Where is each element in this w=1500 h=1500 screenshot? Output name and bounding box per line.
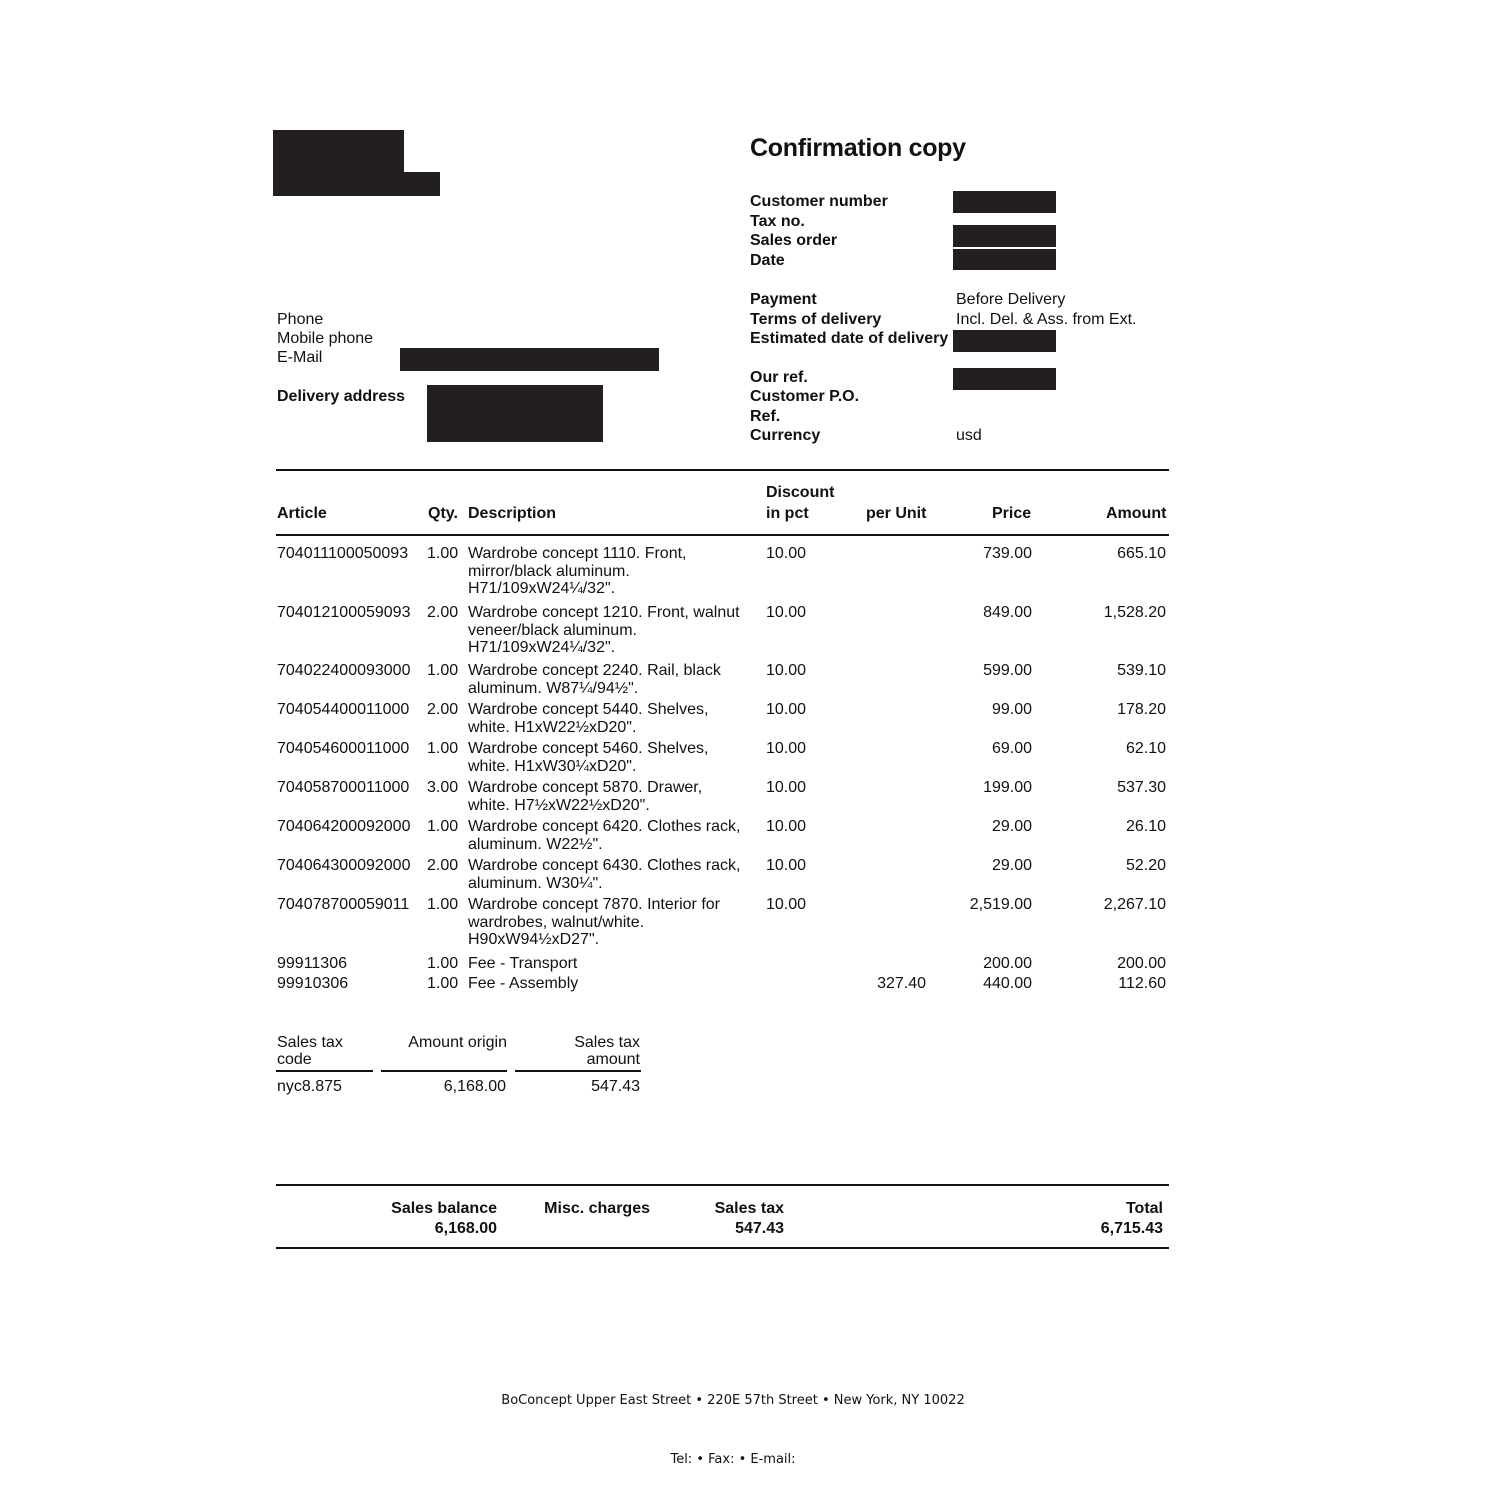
amount-cell: 112.60 (1118, 975, 1166, 992)
table-header-rule (276, 534, 1169, 536)
sales-order-redaction (953, 225, 1056, 247)
payment-label: Payment (750, 291, 817, 308)
tax-code-header (277, 1034, 343, 1068)
totals-top-rule (276, 1184, 1169, 1186)
discount-cell: 10.00 (766, 779, 807, 796)
description-line: Wardrobe concept 5870. Drawer, (468, 779, 703, 796)
description-line: Wardrobe concept 5440. Shelves, (468, 701, 709, 718)
price-cell: 200.00 (983, 955, 1032, 972)
description-line: H90xW94½xD27". (468, 931, 600, 948)
amount-cell: 52.20 (1125, 857, 1166, 874)
col-per-unit: per Unit (866, 505, 927, 522)
price-cell: 849.00 (983, 604, 1032, 621)
qty-cell: 1.00 (427, 818, 459, 835)
article-cell: 99910306 (277, 975, 349, 992)
our-ref-label: Our ref. (750, 369, 808, 386)
sales-balance-label: Sales balance (391, 1200, 497, 1217)
col-discount-sub: in pct (766, 505, 809, 522)
price-cell: 599.00 (983, 662, 1032, 679)
sales-balance-value: 6,168.00 (434, 1220, 497, 1237)
description-line: Wardrobe concept 1110. Front, (468, 545, 687, 562)
total-value: 6,715.43 (1100, 1220, 1163, 1237)
description-line: aluminum. W30¼". (468, 874, 603, 892)
amount-cell: 26.10 (1125, 818, 1166, 835)
description-cell (468, 662, 768, 697)
tax-code-header-line2: code (277, 1051, 312, 1068)
description-line: veneer/black aluminum. (468, 621, 637, 639)
description-line: white. H1xW30¼xD20". (468, 757, 637, 775)
description-line: aluminum. W87¼/94½". (468, 679, 639, 697)
phone-label: Phone (277, 311, 324, 328)
customer-number-label: Customer number (750, 193, 888, 210)
article-cell: 704011100050093 (277, 545, 409, 562)
description-line: Wardrobe concept 2240. Rail, black (468, 662, 721, 679)
tax-amount-header-line1: Sales tax (574, 1034, 640, 1051)
description-cell (468, 975, 768, 993)
delivery-address-label: Delivery address (277, 388, 406, 405)
description-line: white. H1xW22½xD20". (468, 718, 637, 736)
description-line: aluminum. W22½". (468, 835, 603, 853)
description-cell (468, 779, 768, 814)
misc-charges-label: Misc. charges (544, 1200, 650, 1217)
tax-col2-rule (381, 1070, 507, 1072)
col-description: Description (468, 505, 557, 522)
currency-value: usd (956, 427, 982, 444)
our-ref-redaction (953, 368, 1056, 390)
amount-cell: 2,267.10 (1103, 896, 1166, 913)
date-redaction (953, 249, 1056, 270)
description-cell (468, 604, 768, 657)
description-line: H71/109xW24¼/32". (468, 639, 616, 656)
qty-cell: 2.00 (427, 857, 459, 874)
discount-cell: 10.00 (766, 740, 807, 757)
qty-cell: 2.00 (427, 701, 459, 718)
description-line: Fee - Assembly (468, 975, 579, 992)
discount-cell: 10.00 (766, 818, 807, 835)
discount-cell: 10.00 (766, 604, 807, 621)
col-qty: Qty. (428, 505, 458, 522)
customer-po-label: Customer P.O. (750, 388, 860, 405)
tax-origin-value: 6,168.00 (443, 1078, 506, 1095)
description-line: Wardrobe concept 5460. Shelves, (468, 740, 709, 757)
sales-tax-label: Sales tax (714, 1200, 784, 1217)
article-cell: 704064200092000 (277, 818, 411, 835)
description-cell (468, 818, 768, 853)
article-cell: 704064300092000 (277, 857, 411, 874)
discount-cell: 10.00 (766, 896, 807, 913)
price-cell: 29.00 (991, 857, 1032, 874)
qty-cell: 1.00 (427, 740, 459, 757)
per-unit-cell: 327.40 (877, 975, 926, 992)
description-cell (468, 740, 768, 775)
amount-origin-header: Amount origin (408, 1034, 507, 1051)
description-line: Wardrobe concept 6430. Clothes rack, (468, 857, 741, 874)
col-price: Price (992, 505, 1032, 522)
price-cell: 99.00 (991, 701, 1032, 718)
description-cell (468, 701, 768, 736)
col-amount: Amount (1106, 505, 1167, 522)
tax-amount-header (514, 1034, 640, 1068)
currency-label: Currency (750, 427, 821, 444)
article-cell: 704054400011000 (277, 701, 410, 718)
col-discount: Discount (766, 484, 835, 501)
price-cell: 69.00 (991, 740, 1032, 757)
price-cell: 29.00 (991, 818, 1032, 835)
tax-code-value: nyc8.875 (277, 1078, 342, 1095)
terms-of-delivery-label: Terms of delivery (750, 311, 882, 328)
description-line: Wardrobe concept 7870. Interior for (468, 896, 720, 913)
article-cell: 704058700011000 (277, 779, 410, 796)
tax-amount-header-line2: amount (586, 1051, 640, 1068)
customer-number-redaction (953, 191, 1056, 213)
tax-no-label: Tax no. (750, 213, 805, 230)
qty-cell: 1.00 (427, 975, 459, 992)
description-line: Wardrobe concept 1210. Front, walnut (468, 604, 740, 621)
discount-cell: 10.00 (766, 701, 807, 718)
discount-cell: 10.00 (766, 545, 807, 562)
article-cell: 704012100059093 (277, 604, 411, 621)
amount-cell: 539.10 (1117, 662, 1166, 679)
qty-cell: 1.00 (427, 896, 459, 913)
description-line: Fee - Transport (468, 955, 578, 972)
sales-tax-value: 547.43 (735, 1220, 784, 1237)
tax-col3-rule (515, 1070, 641, 1072)
estimated-delivery-label: Estimated date of delivery (750, 330, 949, 347)
tax-amount-value: 547.43 (591, 1078, 640, 1095)
footer-address: BoConcept Upper East Street • 220E 57th Street • New York, NY 10022 (501, 1393, 965, 1408)
qty-cell: 1.00 (427, 545, 459, 562)
tax-code-header-line1: Sales tax (277, 1034, 343, 1051)
description-line: H71/109xW24¼/32". (468, 580, 616, 597)
price-cell: 199.00 (983, 779, 1032, 796)
email-redaction (400, 348, 659, 371)
sales-order-label: Sales order (750, 232, 838, 249)
terms-of-delivery-value: Incl. Del. & Ass. from Ext. (956, 311, 1137, 328)
email-label: E-Mail (277, 349, 323, 366)
footer-contact: Tel: • Fax: • E-mail: (670, 1452, 796, 1467)
price-cell: 739.00 (983, 545, 1032, 562)
article-cell: 704054600011000 (277, 740, 410, 757)
amount-cell: 62.10 (1125, 740, 1166, 757)
description-line: mirror/black aluminum. (468, 562, 630, 580)
tax-col1-rule (276, 1070, 373, 1072)
amount-cell: 1,528.20 (1103, 604, 1166, 621)
totals-bottom-rule (276, 1247, 1169, 1249)
ref-label: Ref. (750, 408, 781, 425)
price-cell: 440.00 (983, 975, 1032, 992)
description-cell (468, 955, 768, 973)
article-cell: 99911306 (277, 955, 347, 972)
discount-cell: 10.00 (766, 857, 807, 874)
amount-cell: 665.10 (1117, 545, 1166, 562)
total-label: Total (1125, 1200, 1163, 1217)
article-cell: 704022400093000 (277, 662, 411, 679)
amount-cell: 537.30 (1117, 779, 1166, 796)
qty-cell: 2.00 (427, 604, 459, 621)
amount-cell: 178.20 (1117, 701, 1166, 718)
payment-value: Before Delivery (956, 291, 1066, 308)
logo-redaction (273, 130, 404, 196)
amount-cell: 200.00 (1117, 955, 1166, 972)
page-title: Confirmation copy (750, 134, 966, 162)
date-label: Date (750, 252, 785, 269)
table-top-rule (276, 469, 1169, 471)
discount-cell: 10.00 (766, 662, 807, 679)
qty-cell: 1.00 (427, 662, 459, 679)
estimated-delivery-redaction (953, 330, 1056, 352)
delivery-address-redaction (427, 385, 603, 442)
description-line: white. H7½xW22½xD20". (468, 796, 650, 814)
qty-cell: 3.00 (427, 779, 459, 796)
logo-redaction-tail (400, 172, 440, 196)
description-cell (468, 545, 768, 598)
qty-cell: 1.00 (427, 955, 459, 972)
description-cell (468, 857, 768, 892)
mobile-phone-label: Mobile phone (277, 330, 374, 347)
price-cell: 2,519.00 (969, 896, 1032, 913)
col-article: Article (277, 505, 327, 522)
article-cell: 704078700059011 (277, 896, 410, 913)
description-line: Wardrobe concept 6420. Clothes rack, (468, 818, 741, 835)
description-line: wardrobes, walnut/white. (468, 913, 645, 931)
description-cell (468, 896, 768, 949)
